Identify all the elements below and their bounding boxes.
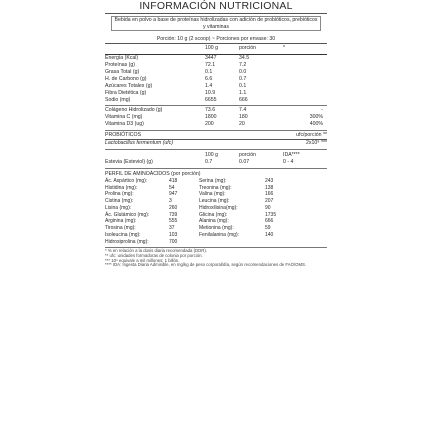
footnote: * % en relación a la dosis diaria recomendada (DDR). <box>105 248 207 254</box>
table-header <box>105 43 327 52</box>
portion-info: Porción: 10 g (2 scoop) ~ Porciones por envase: 30 <box>156 36 276 43</box>
amino-row: Tirosina (mg): 37 Metionina (mg): 59 <box>105 225 271 232</box>
probiotics-unit-header: ufc/porción ** <box>296 132 327 139</box>
footnote: *** 10⁹ equivale a mil millones: 1 billón. <box>105 257 180 263</box>
table-row: H. de Carbono (g) 6.6 0.7 <box>105 75 247 82</box>
table-row: Colágeno Hidrolizado (g) 73.6 7.4 - <box>105 107 323 114</box>
footnotes <box>105 247 327 267</box>
table-row: Azúcares Totales (g) 1.4 0.1 <box>105 82 247 89</box>
probiotic-value: 2x10⁹ *** <box>306 140 327 147</box>
label-title: INFORMACIÓN NUTRICIONAL <box>139 0 293 12</box>
header-per100: 100 g <box>205 45 218 52</box>
table-row: Sodio (mg) 6655 666 <box>105 96 248 103</box>
header-vd: * <box>283 45 286 52</box>
amino-row: Arginina (mg): 555 Alanina (mg): 666 <box>105 218 274 225</box>
amino-row: Hidroxiprolina (mg): 700 <box>105 238 178 245</box>
header-portion: porción <box>239 45 257 52</box>
amino-row: Ác. Aspártico (mg): 418 Serina (mg): 243 <box>105 177 274 184</box>
footnote: ** ufc: unidades formadoras de colonia por porción. <box>105 253 203 259</box>
table-row: Proteínas (g) 72.1 7.2 <box>105 62 247 69</box>
amino-row: Ác. Glutámico (mg): 739 Glicina (mg): 1735 <box>105 211 277 218</box>
amino-row: Histidina (mg): 54 Treonina (mg): 138 <box>105 184 274 191</box>
amino-row: Isoleucina (mg): 103 Fenilalanina (mg): 140 <box>105 231 274 238</box>
table-row: Energía (Kcal) 3447 34.5 <box>105 55 250 62</box>
product-description: Bebida en polvo a base de proteínas hidrolizadas con adición de probióticos, prebióticos y vitaminas <box>111 16 321 31</box>
probiotics-section <box>105 130 327 147</box>
probiotic-name: Lactobacillus fermentum (ufc) <box>105 140 174 147</box>
table-row: Grasa Total (g) 0.1 0.0 <box>105 68 247 75</box>
amino-title: PERFIL DE AMINOÁCIDOS (por porción) <box>105 170 201 177</box>
table-row: Vitamina C (mg) 1800 180 300% <box>105 114 323 121</box>
extras-table <box>105 105 327 128</box>
probiotics-title: PROBIÓTICOS <box>105 132 142 139</box>
table-row: Fibra Dietética (g) 10.9 1.1 <box>105 89 247 96</box>
table-row: Vitamina D3 (ug) 200 20 400% <box>105 121 323 128</box>
nutrition-label <box>105 0 327 268</box>
amino-row: Lisina (mg): 260 Hidroxilisina(mg): 90 <box>105 204 271 211</box>
stevia-section: 100 g porción IDA**** Estevia (Esteviol) (g) 0.7 0.07 0 - 4 <box>105 149 327 166</box>
amino-section <box>105 168 327 246</box>
title-rule <box>105 13 327 14</box>
amino-row: Cistina (mg): 3 Leucina (mg): 207 <box>105 198 274 205</box>
nutrients-table <box>105 54 327 103</box>
table-row: Estevia (Esteviol) (g) 0.7 0.07 0 - 4 <box>105 159 294 166</box>
footnote: **** IDA: Ingesta Diaria Admisible, en mg/kg de peso corporal/día, según recomendaciones de FAO/OMS. <box>105 262 307 268</box>
amino-row: Prolina (mg): 947 Valina (mg): 166 <box>105 191 274 198</box>
